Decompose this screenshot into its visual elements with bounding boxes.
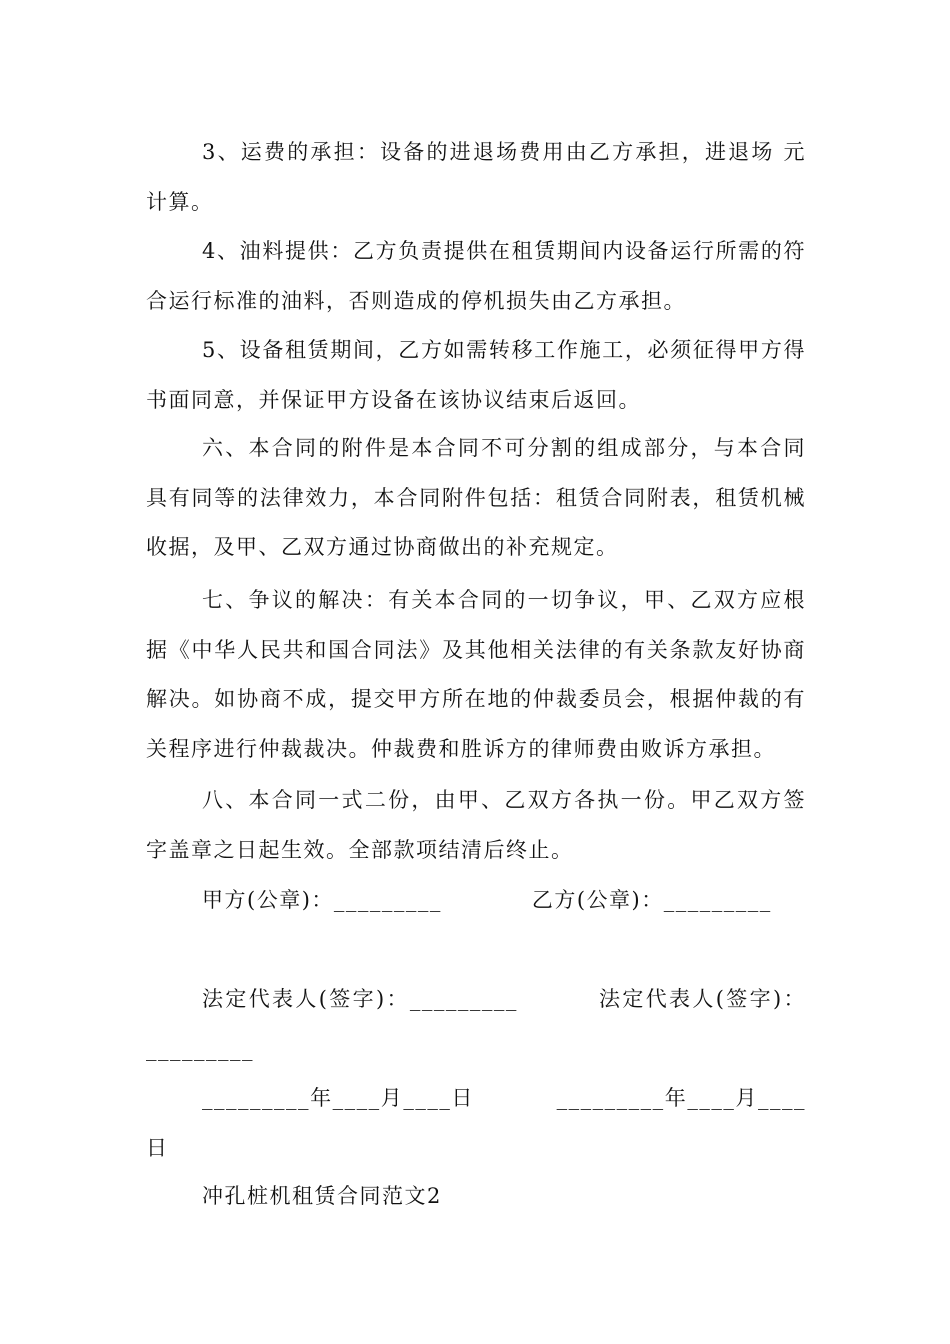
- next-document-title: 冲孔桩机租赁合同范文2: [202, 1184, 442, 1208]
- paragraph-disputes: 七、争议的解决：有关本合同的一切争议，甲、乙双方应根据《中华人民共和国合同法》及其他相关法律的有关条款友好协商解决。如协商不成，提交甲方所在地的仲裁委员会，根据仲裁的有关程序进行仲裁裁决。仲裁费和胜诉方的律师费由败诉方承担。: [146, 588, 806, 761]
- signature-seals: 甲方(公章)：_________ 乙方(公章)：_________: [202, 888, 772, 912]
- paragraph-freight: 3、运费的承担：设备的进退场费用由乙方承担，进退场 元计算。: [146, 140, 806, 214]
- paragraph-transfer: 5、设备租赁期间，乙方如需转移工作施工，必须征得甲方得书面同意，并保证甲方设备在该协议结束后返回。: [146, 338, 806, 412]
- paragraph-fuel: 4、油料提供：乙方负责提供在租赁期间内设备运行所需的符合运行标准的油料，否则造成的停机损失由乙方承担。: [146, 239, 806, 313]
- paragraph-copies: 八、本合同一式二份，由甲、乙双方各执一份。甲乙双方签字盖章之日起生效。全部款项结清后终止。: [146, 788, 806, 862]
- paragraph-attachments: 六、本合同的附件是本合同不可分割的组成部分，与本合同具有同等的法律效力，本合同附件包括：租赁合同附表，租赁机械收据，及甲、乙双方通过协商做出的补充规定。: [146, 436, 806, 559]
- signature-dates: _________年____月____日 _________年____月____日: [146, 1086, 806, 1160]
- signature-representatives: 法定代表人(签字)：_________ 法定代表人(签字)：_________: [146, 987, 806, 1061]
